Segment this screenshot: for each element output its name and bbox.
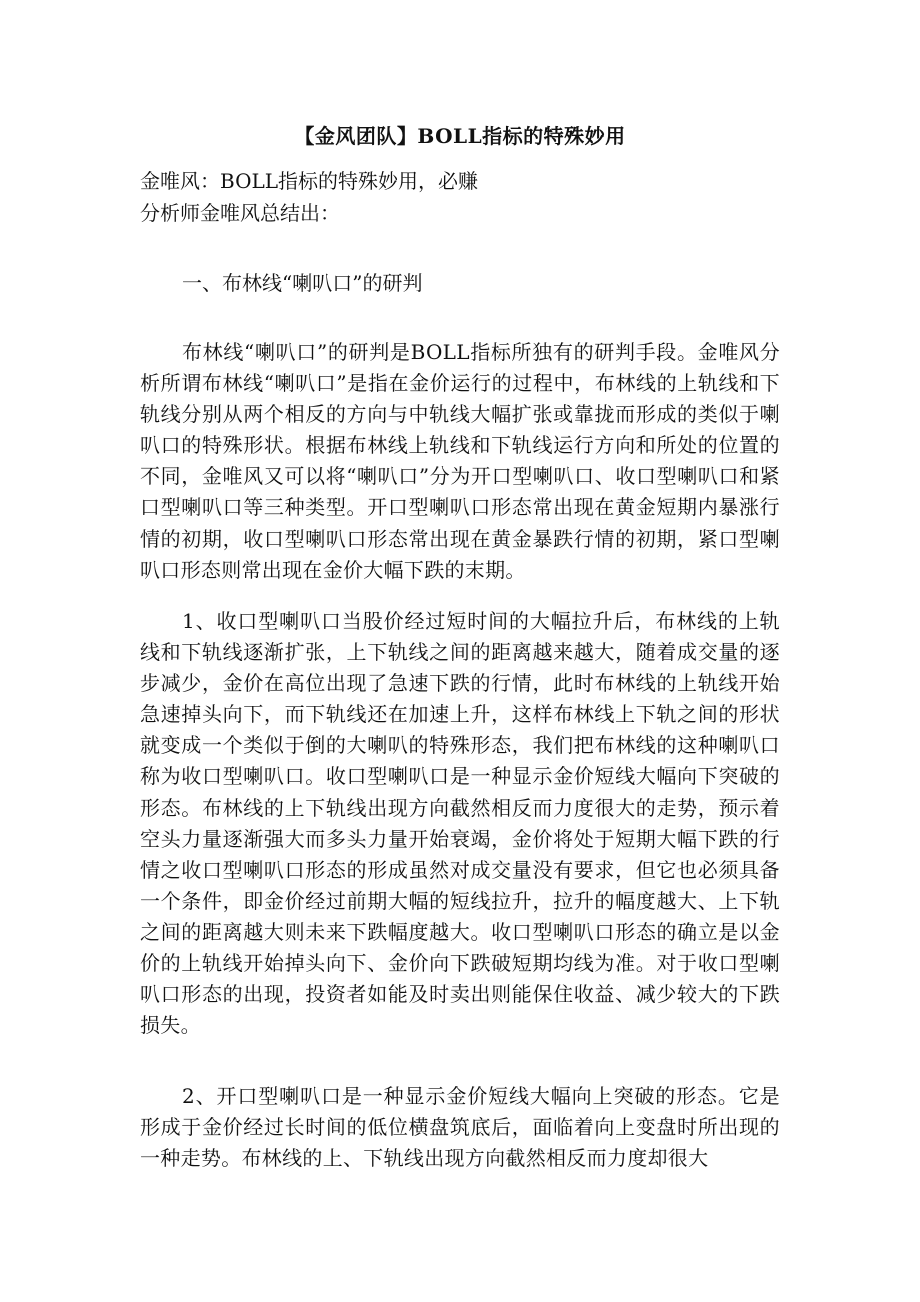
paragraph-opening-horn: 2、开口型喇叭口是一种显示金价短线大幅向上突破的形态。它是形成于金价经过长时间的低位横盘筑底后，面临着向上变盘时所出现的一种走势。布林线的上、下轨线出现方向截然相反而力度却很大	[140, 1084, 780, 1171]
section-heading: 一、布林线“喇叭口”的研判	[182, 271, 423, 295]
subtitle-line: 金唯风：BOLL指标的特殊妙用，必赚	[140, 169, 479, 193]
document-title: 【金风团队】BOLL指标的特殊妙用	[294, 124, 626, 148]
paragraph-closing-horn: 1、收口型喇叭口当股价经过短时间的大幅拉升后，布林线的上轨线和下轨线逐渐扩张，上下轨线之间的距离越来越大，随着成交量的逐步减少，金价在高位出现了急速下跌的行情，此时布林线的上轨线开始急速掉头向下，而下轨线还在加速上升，这样布林线上下轨之间的形状就变成一个类似于倒的大喇叭的特殊形态，我们把布林线的这种喇叭口称为收口型喇叭口。收口型喇叭口是一种显示金价短线大幅向下突破的形态。布林线的上下轨线出现方向截然相反而力度很大的走势，预示着空头力量逐渐强大而多头力量开始衰竭，金价将处于短期大幅下跌的行情之收口型喇叭口形态的形成虽然对成交量没有要求，但它也必须具备一个条件，即金价经过前期大幅的短线拉升，拉升的幅度越大、上下轨之间的距离越大则未来下跌幅度越大。收口型喇叭口形态的确立是以金价的上轨线开始掉头向下、金价向下跌破短期均线为准。对于收口型喇叭口形态的出现，投资者如能及时卖出则能保住收益、减少较大的下跌损失。	[140, 609, 780, 1038]
author-line: 分析师金唯风总结出：	[140, 201, 340, 225]
paragraph-intro: 布林线“喇叭口”的研判是BOLL指标所独有的研判手段。金唯风分析所谓布林线“喇叭口”是指在金价运行的过程中，布林线的上轨线和下轨线分别从两个相反的方向与中轨线大幅扩张或靠拢而形成的类似于喇叭口的特殊形状。根据布林线上轨线和下轨线运行方向和所处的位置的不同，金唯风又可以将“喇叭口”分为开口型喇叭口、收口型喇叭口和紧口型喇叭口等三种类型。开口型喇叭口形态常出现在黄金短期内暴涨行情的初期，收口型喇叭口形态常出现在黄金暴跌行情的初期，紧口型喇叭口形态则常出现在金价大幅下跌的末期。	[140, 340, 780, 582]
